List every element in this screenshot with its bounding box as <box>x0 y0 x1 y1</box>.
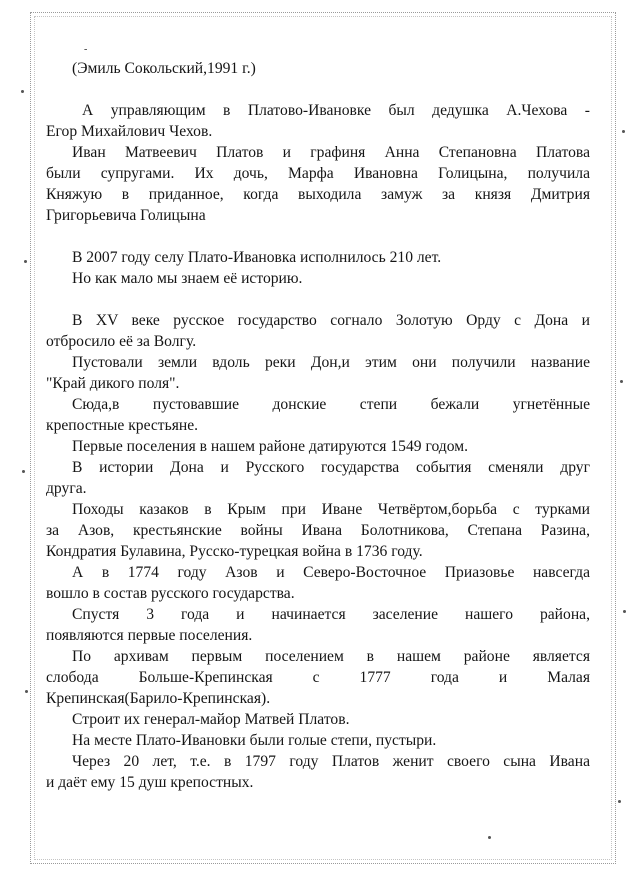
paragraph <box>46 562 590 604</box>
text-line: В 2007 году селу Плато-Ивановка исполнилось 210 лет. <box>72 249 442 266</box>
text-line: В истории Дона и Русского государства события сменяли друг <box>72 459 590 476</box>
paragraph <box>46 730 590 751</box>
scan-speck <box>620 380 623 383</box>
text-line: По архивам первым поселением в нашем районе является <box>72 648 590 665</box>
text-line: Иван Матвеевич Платов и графиня Анна Степановна Платова <box>72 144 590 161</box>
text-line: Спустя 3 года и начинается заселение нашего района, <box>72 606 590 623</box>
scan-speck <box>24 260 27 263</box>
paragraph <box>46 310 590 352</box>
paragraph <box>46 352 590 394</box>
text-line: На месте Плато-Ивановки были голые степи, пустыри. <box>72 732 437 749</box>
text-line: были супругами. Их дочь, Марфа Ивановна Голицына, получила <box>46 165 590 182</box>
paragraph <box>46 142 590 226</box>
text-line: "Край дикого поля". <box>46 375 180 392</box>
text-line: друга. <box>46 480 87 497</box>
text-line: Пустовали земли вдоль реки Дон,и этим они получили название <box>72 354 590 371</box>
text-line: за Азов, крестьянские войны Ивана Болотникова, Степана Разина, <box>46 522 590 539</box>
text-line: Походы казаков в Крым при Иване Четвёртом,борьба с турками <box>72 501 590 518</box>
paragraph <box>46 457 590 499</box>
paragraph <box>46 604 590 646</box>
text-line: Крепинская(Барило-Крепинская). <box>46 690 271 707</box>
paragraph <box>46 394 590 436</box>
text-line: А в 1774 году Азов и Северо-Восточное Приазовье навсегда <box>72 564 590 581</box>
scan-speck <box>618 800 621 803</box>
text-line: Григорьевича Голицына <box>46 207 206 224</box>
paragraph <box>46 709 590 730</box>
scan-speck <box>25 690 28 693</box>
paragraph <box>46 436 590 457</box>
text-line: и даёт ему 15 душ крепостных. <box>46 774 254 791</box>
scan-speck <box>21 90 24 93</box>
paragraph <box>46 100 590 142</box>
text-line: Кондратия Булавина, Русско-турецкая война в 1736 году. <box>46 543 423 560</box>
text-line: появляются первые поселения. <box>46 627 253 644</box>
text-line: Строит их генерал-майор Матвей Платов. <box>72 711 350 728</box>
scan-speck <box>22 470 25 473</box>
text-line: Сюда,в пустовавшие донские степи бежали угнетённые <box>72 396 590 413</box>
text-line: Через 20 лет, т.е. в 1797 году Платов женит своего сына Ивана <box>72 753 590 770</box>
text-line: вошло в состав русского государства. <box>46 585 295 602</box>
text-line: Первые поселения в нашем районе датируются 1549 годом. <box>72 438 468 455</box>
scan-speck <box>622 130 625 133</box>
text-line: отбросило её за Волгу. <box>46 333 197 350</box>
text-line: слобода Больше-Крепинская с 1777 года и Малая <box>46 669 590 686</box>
attribution: (Эмиль Сокольский,1991 г.) <box>72 60 256 77</box>
header-mark: - <box>84 44 88 55</box>
document-body <box>46 58 590 793</box>
text-line: Егор Михайлович Чехов. <box>46 123 213 140</box>
text-line: Но как мало мы знаем её историю. <box>72 270 303 287</box>
paragraph <box>46 247 590 289</box>
paragraph <box>46 499 590 562</box>
paragraph <box>46 751 590 793</box>
text-line: крепостные крестьяне. <box>46 417 199 434</box>
text-line: В XV веке русское государство согнало Золотую Орду с Дона и <box>72 312 590 329</box>
paragraph <box>46 646 590 709</box>
text-line: Княжую в приданное, когда выходила замуж за князя Дмитрия <box>46 186 590 203</box>
scan-speck <box>623 610 626 613</box>
scan-speck <box>488 836 491 839</box>
text-line: А управляющим в Платово-Ивановке был дедушка А.Чехова - <box>82 102 590 119</box>
